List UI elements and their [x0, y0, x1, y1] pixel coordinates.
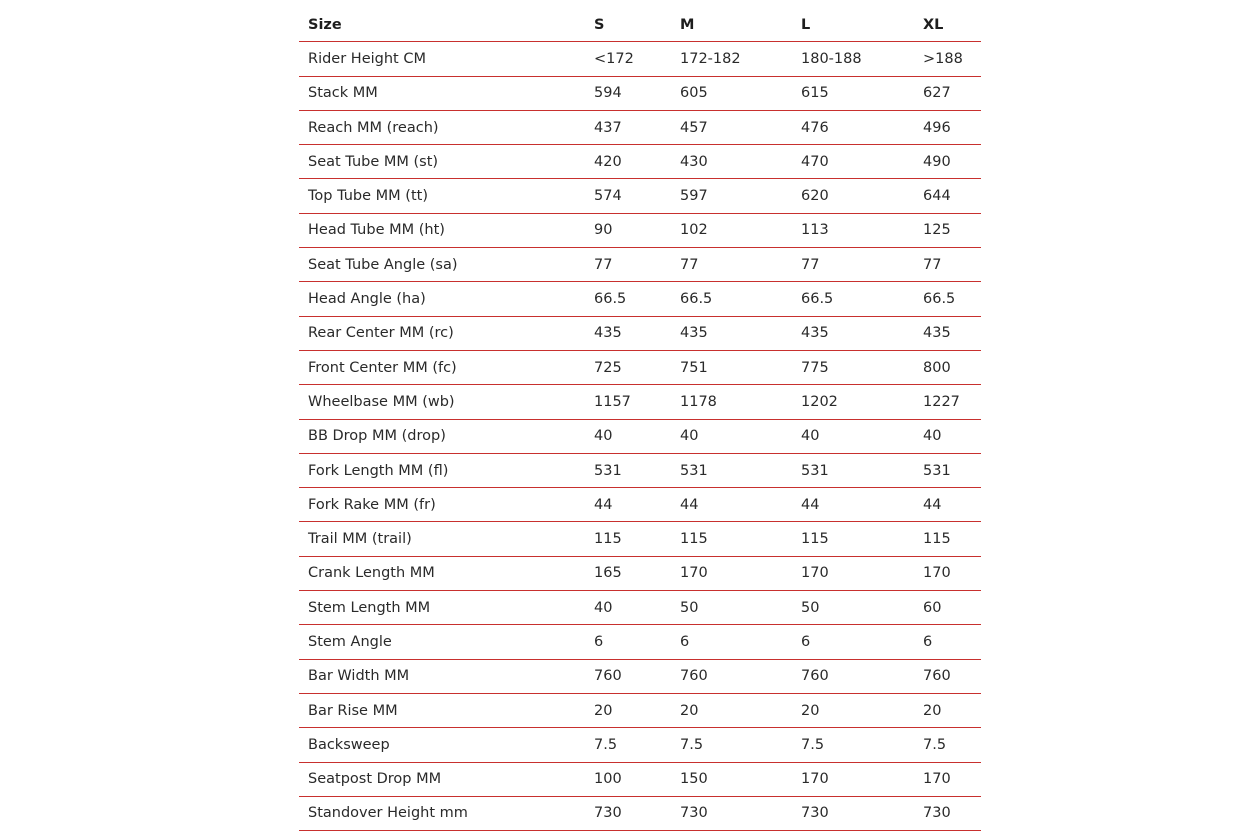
cell-m: 66.5: [680, 282, 801, 316]
cell-s: <172: [594, 42, 680, 76]
table-row: [299, 350, 981, 384]
cell-s: 594: [594, 76, 680, 110]
cell-m: 7.5: [680, 728, 801, 762]
cell-s: 44: [594, 488, 680, 522]
cell-l: 775: [801, 350, 923, 384]
header-s: S: [594, 8, 680, 42]
table-row: [299, 42, 981, 76]
cell-xl: 644: [923, 179, 981, 213]
cell-xl: >188: [923, 42, 981, 76]
table-row: [299, 488, 981, 522]
cell-l: 44: [801, 488, 923, 522]
row-label: Rear Center MM (rc): [299, 316, 594, 350]
table-body: [299, 42, 981, 831]
cell-l: 6: [801, 625, 923, 659]
row-label: Stem Angle: [299, 625, 594, 659]
table-row: [299, 728, 981, 762]
header-xl: XL: [923, 8, 981, 42]
cell-xl: 20: [923, 693, 981, 727]
table-row: [299, 693, 981, 727]
cell-s: 1157: [594, 385, 680, 419]
cell-l: 531: [801, 453, 923, 487]
cell-m: 531: [680, 453, 801, 487]
cell-xl: 730: [923, 796, 981, 830]
cell-m: 435: [680, 316, 801, 350]
row-label: Stem Length MM: [299, 591, 594, 625]
cell-s: 40: [594, 419, 680, 453]
cell-xl: 170: [923, 556, 981, 590]
cell-m: 751: [680, 350, 801, 384]
cell-m: 170: [680, 556, 801, 590]
row-label: BB Drop MM (drop): [299, 419, 594, 453]
cell-xl: 125: [923, 213, 981, 247]
table-row: [299, 762, 981, 796]
cell-s: 20: [594, 693, 680, 727]
cell-l: 50: [801, 591, 923, 625]
header-l: L: [801, 8, 923, 42]
cell-m: 115: [680, 522, 801, 556]
cell-l: 476: [801, 110, 923, 144]
cell-l: 760: [801, 659, 923, 693]
cell-l: 77: [801, 248, 923, 282]
cell-l: 435: [801, 316, 923, 350]
cell-xl: 170: [923, 762, 981, 796]
table-row: [299, 316, 981, 350]
table-row: [299, 625, 981, 659]
table-row: [299, 110, 981, 144]
cell-l: 115: [801, 522, 923, 556]
header-m: M: [680, 8, 801, 42]
cell-l: 170: [801, 762, 923, 796]
cell-l: 180-188: [801, 42, 923, 76]
cell-s: 7.5: [594, 728, 680, 762]
row-label: Head Angle (ha): [299, 282, 594, 316]
row-label: Seatpost Drop MM: [299, 762, 594, 796]
cell-xl: 760: [923, 659, 981, 693]
cell-m: 597: [680, 179, 801, 213]
table-row: [299, 453, 981, 487]
row-label: Bar Rise MM: [299, 693, 594, 727]
row-label: Bar Width MM: [299, 659, 594, 693]
cell-m: 730: [680, 796, 801, 830]
table-row: [299, 248, 981, 282]
cell-m: 760: [680, 659, 801, 693]
cell-m: 6: [680, 625, 801, 659]
cell-m: 150: [680, 762, 801, 796]
cell-s: 6: [594, 625, 680, 659]
table-row: [299, 282, 981, 316]
cell-s: 531: [594, 453, 680, 487]
cell-xl: 7.5: [923, 728, 981, 762]
cell-s: 574: [594, 179, 680, 213]
table-header-row: [299, 8, 981, 42]
cell-m: 457: [680, 110, 801, 144]
row-label: Crank Length MM: [299, 556, 594, 590]
table-row: [299, 145, 981, 179]
cell-m: 44: [680, 488, 801, 522]
table-row: [299, 179, 981, 213]
table-row: [299, 659, 981, 693]
cell-s: 90: [594, 213, 680, 247]
table-row: [299, 556, 981, 590]
table-row: [299, 591, 981, 625]
cell-xl: 77: [923, 248, 981, 282]
cell-l: 20: [801, 693, 923, 727]
table-row: [299, 213, 981, 247]
cell-l: 7.5: [801, 728, 923, 762]
cell-l: 615: [801, 76, 923, 110]
row-label: Seat Tube MM (st): [299, 145, 594, 179]
row-label: Stack MM: [299, 76, 594, 110]
cell-xl: 531: [923, 453, 981, 487]
geometry-table: [299, 8, 981, 831]
table-row: [299, 76, 981, 110]
table-row: [299, 385, 981, 419]
cell-l: 113: [801, 213, 923, 247]
cell-l: 730: [801, 796, 923, 830]
row-label: Standover Height mm: [299, 796, 594, 830]
cell-xl: 40: [923, 419, 981, 453]
cell-s: 725: [594, 350, 680, 384]
cell-s: 760: [594, 659, 680, 693]
cell-m: 605: [680, 76, 801, 110]
cell-l: 470: [801, 145, 923, 179]
row-label: Fork Rake MM (fr): [299, 488, 594, 522]
row-label: Reach MM (reach): [299, 110, 594, 144]
cell-s: 77: [594, 248, 680, 282]
header-size: Size: [299, 8, 594, 42]
cell-s: 66.5: [594, 282, 680, 316]
cell-s: 730: [594, 796, 680, 830]
cell-s: 100: [594, 762, 680, 796]
cell-m: 102: [680, 213, 801, 247]
cell-xl: 490: [923, 145, 981, 179]
cell-xl: 496: [923, 110, 981, 144]
row-label: Head Tube MM (ht): [299, 213, 594, 247]
cell-xl: 44: [923, 488, 981, 522]
cell-xl: 66.5: [923, 282, 981, 316]
cell-m: 50: [680, 591, 801, 625]
row-label: Top Tube MM (tt): [299, 179, 594, 213]
row-label: Front Center MM (fc): [299, 350, 594, 384]
cell-s: 437: [594, 110, 680, 144]
cell-xl: 800: [923, 350, 981, 384]
cell-l: 66.5: [801, 282, 923, 316]
cell-xl: 60: [923, 591, 981, 625]
cell-s: 165: [594, 556, 680, 590]
cell-xl: 6: [923, 625, 981, 659]
cell-m: 77: [680, 248, 801, 282]
cell-l: 40: [801, 419, 923, 453]
cell-m: 172-182: [680, 42, 801, 76]
row-label: Backsweep: [299, 728, 594, 762]
cell-l: 620: [801, 179, 923, 213]
cell-l: 170: [801, 556, 923, 590]
table-row: [299, 522, 981, 556]
cell-l: 1202: [801, 385, 923, 419]
row-label: Seat Tube Angle (sa): [299, 248, 594, 282]
cell-m: 430: [680, 145, 801, 179]
cell-s: 115: [594, 522, 680, 556]
cell-xl: 435: [923, 316, 981, 350]
cell-s: 420: [594, 145, 680, 179]
cell-m: 40: [680, 419, 801, 453]
cell-m: 1178: [680, 385, 801, 419]
row-label: Rider Height CM: [299, 42, 594, 76]
table-row: [299, 796, 981, 830]
row-label: Fork Length MM (fl): [299, 453, 594, 487]
cell-xl: 1227: [923, 385, 981, 419]
table-row: [299, 419, 981, 453]
cell-m: 20: [680, 693, 801, 727]
cell-xl: 627: [923, 76, 981, 110]
cell-s: 40: [594, 591, 680, 625]
row-label: Wheelbase MM (wb): [299, 385, 594, 419]
row-label: Trail MM (trail): [299, 522, 594, 556]
cell-s: 435: [594, 316, 680, 350]
cell-xl: 115: [923, 522, 981, 556]
